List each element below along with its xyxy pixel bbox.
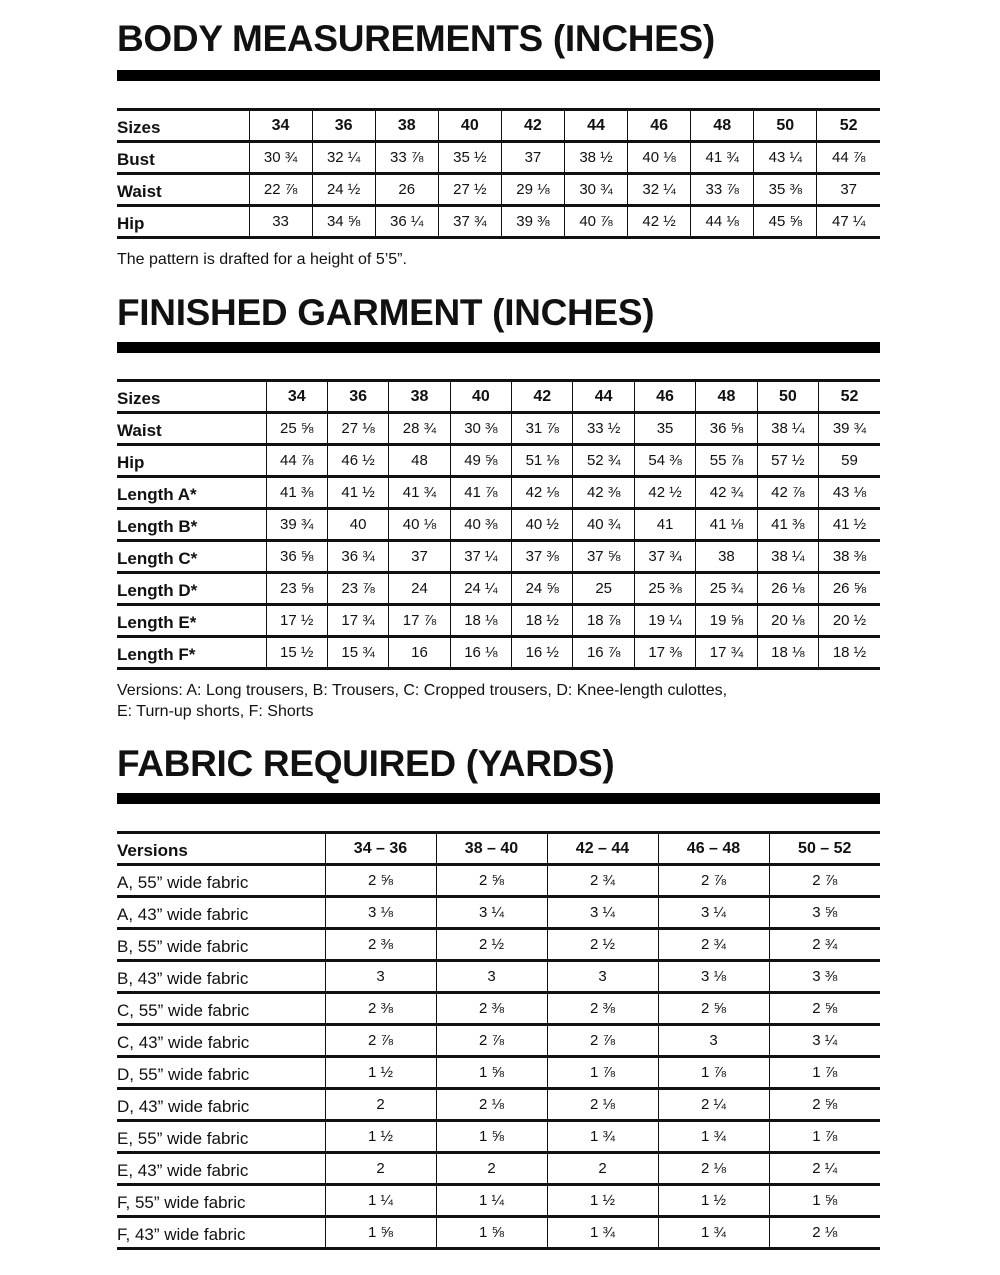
measurement-cell: 25 ¾ <box>696 573 757 605</box>
measurement-cell: 41 ⅜ <box>266 477 327 509</box>
measurement-cell: 1 ¼ <box>436 1185 547 1217</box>
measurement-cell: 1 ¼ <box>325 1185 436 1217</box>
row-label: C, 55” wide fabric <box>117 993 325 1025</box>
measurement-cell: 15 ¾ <box>327 637 388 669</box>
measurement-cell: 2 ½ <box>436 929 547 961</box>
size-column-header: 42 <box>512 381 573 413</box>
measurement-cell: 3 ¼ <box>769 1025 880 1057</box>
title-divider <box>117 342 880 353</box>
measurement-cell: 39 ¾ <box>266 509 327 541</box>
size-column-header: 44 <box>564 110 627 142</box>
measurement-cell: 55 ⅞ <box>696 445 757 477</box>
row-label: Length E* <box>117 605 266 637</box>
measurement-cell: 41 ⅞ <box>450 477 511 509</box>
measurement-cell: 1 ⅝ <box>436 1057 547 1089</box>
row-label: E, 55” wide fabric <box>117 1121 325 1153</box>
table-row <box>117 961 880 993</box>
measurement-cell: 38 <box>696 541 757 573</box>
measurement-cell: 36 ⅝ <box>696 413 757 445</box>
measurement-cell: 1 ½ <box>325 1121 436 1153</box>
table-row <box>117 1089 880 1121</box>
row-label: A, 55” wide fabric <box>117 865 325 897</box>
measurement-cell: 2 ¾ <box>769 929 880 961</box>
measurement-cell: 1 ⅞ <box>769 1121 880 1153</box>
row-label: D, 43” wide fabric <box>117 1089 325 1121</box>
measurement-cell: 2 ⅝ <box>658 993 769 1025</box>
measurement-cell: 35 <box>634 413 695 445</box>
measurement-cell: 18 ⅞ <box>573 605 634 637</box>
fabric-required-title: FABRIC REQUIRED (YARDS) <box>117 743 615 784</box>
table-row <box>117 1185 880 1217</box>
measurement-cell: 32 ¼ <box>312 142 375 174</box>
size-column-header: 38 <box>375 110 438 142</box>
finished-garment-table <box>117 379 880 670</box>
measurement-cell: 25 ⅝ <box>266 413 327 445</box>
measurement-cell: 33 ⅞ <box>375 142 438 174</box>
measurement-cell: 40 ½ <box>512 509 573 541</box>
measurement-cell: 47 ¼ <box>817 206 880 238</box>
table-row <box>117 605 880 637</box>
size-column-header: 38 <box>389 381 450 413</box>
measurement-cell: 1 ½ <box>547 1185 658 1217</box>
measurement-cell: 25 ⅜ <box>634 573 695 605</box>
size-column-header: 50 – 52 <box>769 833 880 865</box>
measurement-cell: 16 ⅛ <box>450 637 511 669</box>
measurement-cell: 43 ⅛ <box>819 477 880 509</box>
measurement-cell: 2 ⅞ <box>658 865 769 897</box>
measurement-cell: 41 ¾ <box>389 477 450 509</box>
row-header-label: Sizes <box>117 381 266 413</box>
measurement-cell: 42 ½ <box>628 206 691 238</box>
measurement-cell: 17 ⅞ <box>389 605 450 637</box>
measurement-cell: 2 ⅛ <box>658 1153 769 1185</box>
measurement-cell: 44 ⅞ <box>266 445 327 477</box>
table-row <box>117 897 880 929</box>
measurement-cell: 38 ¼ <box>757 413 818 445</box>
measurement-cell: 37 <box>501 142 564 174</box>
size-column-header: 48 <box>696 381 757 413</box>
measurement-cell: 20 ⅛ <box>757 605 818 637</box>
measurement-cell: 3 <box>547 961 658 993</box>
measurement-cell: 30 ¾ <box>564 174 627 206</box>
measurement-cell: 37 ¾ <box>438 206 501 238</box>
measurement-cell: 2 <box>547 1153 658 1185</box>
versions-note-line-2: E: Turn-up shorts, F: Shorts <box>117 703 314 720</box>
measurement-cell: 38 ¼ <box>757 541 818 573</box>
measurement-cell: 41 <box>634 509 695 541</box>
table-row <box>117 929 880 961</box>
measurement-cell: 15 ½ <box>266 637 327 669</box>
measurement-cell: 27 ⅛ <box>327 413 388 445</box>
measurement-cell: 1 ⅝ <box>436 1121 547 1153</box>
measurement-cell: 38 ⅜ <box>819 541 880 573</box>
size-column-header: 38 – 40 <box>436 833 547 865</box>
measurement-cell: 2 ¾ <box>658 929 769 961</box>
measurement-cell: 3 <box>325 961 436 993</box>
measurement-cell: 35 ½ <box>438 142 501 174</box>
measurement-cell: 25 <box>573 573 634 605</box>
measurement-cell: 37 ⅜ <box>512 541 573 573</box>
measurement-cell: 23 ⅞ <box>327 573 388 605</box>
measurement-cell: 2 ⅜ <box>325 993 436 1025</box>
measurement-cell: 33 ⅞ <box>691 174 754 206</box>
row-label: Length F* <box>117 637 266 669</box>
header-row <box>117 381 880 413</box>
measurement-cell: 17 ¾ <box>327 605 388 637</box>
measurement-cell: 43 ¼ <box>754 142 817 174</box>
measurement-cell: 30 ¾ <box>249 142 312 174</box>
measurement-cell: 2 ⅛ <box>769 1217 880 1249</box>
measurement-cell: 2 ⅞ <box>325 1025 436 1057</box>
measurement-cell: 1 ⅝ <box>769 1185 880 1217</box>
size-column-header: 46 <box>628 110 691 142</box>
measurement-cell: 39 ¾ <box>819 413 880 445</box>
measurement-cell: 2 ⅜ <box>436 993 547 1025</box>
size-column-header: 46 – 48 <box>658 833 769 865</box>
size-column-header: 50 <box>757 381 818 413</box>
measurement-cell: 2 <box>436 1153 547 1185</box>
measurement-cell: 38 ½ <box>564 142 627 174</box>
measurement-cell: 40 <box>327 509 388 541</box>
table-row <box>117 1025 880 1057</box>
measurement-cell: 42 ⅞ <box>757 477 818 509</box>
measurement-cell: 1 ⅞ <box>658 1057 769 1089</box>
measurement-cell: 48 <box>389 445 450 477</box>
fabric-required-table <box>117 831 880 1250</box>
measurement-cell: 20 ½ <box>819 605 880 637</box>
measurement-cell: 1 ½ <box>658 1185 769 1217</box>
measurement-cell: 36 ¾ <box>327 541 388 573</box>
size-column-header: 42 – 44 <box>547 833 658 865</box>
measurement-cell: 28 ¾ <box>389 413 450 445</box>
measurement-cell: 16 ⅞ <box>573 637 634 669</box>
measurement-cell: 2 ¼ <box>658 1089 769 1121</box>
measurement-cell: 39 ⅜ <box>501 206 564 238</box>
measurement-cell: 2 ⅞ <box>547 1025 658 1057</box>
header-row <box>117 833 880 865</box>
size-column-header: 36 <box>312 110 375 142</box>
row-label: B, 43” wide fabric <box>117 961 325 993</box>
measurement-cell: 2 ⅝ <box>769 993 880 1025</box>
measurement-cell: 40 ⅛ <box>628 142 691 174</box>
measurement-cell: 18 ½ <box>819 637 880 669</box>
measurement-cell: 27 ½ <box>438 174 501 206</box>
row-label: E, 43” wide fabric <box>117 1153 325 1185</box>
title-divider <box>117 793 880 804</box>
table-row <box>117 413 880 445</box>
row-label: Length C* <box>117 541 266 573</box>
row-label: Length A* <box>117 477 266 509</box>
size-column-header: 44 <box>573 381 634 413</box>
measurement-cell: 41 ⅜ <box>757 509 818 541</box>
measurement-cell: 17 ¾ <box>696 637 757 669</box>
measurement-cell: 59 <box>819 445 880 477</box>
measurement-cell: 19 ¼ <box>634 605 695 637</box>
measurement-cell: 3 ¼ <box>436 897 547 929</box>
size-column-header: 34 <box>249 110 312 142</box>
measurement-cell: 40 ⅜ <box>450 509 511 541</box>
table-row <box>117 445 880 477</box>
measurement-cell: 24 ¼ <box>450 573 511 605</box>
size-column-header: 46 <box>634 381 695 413</box>
row-label: A, 43” wide fabric <box>117 897 325 929</box>
measurement-cell: 1 ¾ <box>658 1121 769 1153</box>
height-note: The pattern is drafted for a height of 5’5”. <box>117 251 407 268</box>
measurement-cell: 1 ¾ <box>547 1121 658 1153</box>
measurement-cell: 51 ⅛ <box>512 445 573 477</box>
size-column-header: 34 – 36 <box>325 833 436 865</box>
row-label: Waist <box>117 174 249 206</box>
size-column-header: 42 <box>501 110 564 142</box>
table-row <box>117 1217 880 1249</box>
measurement-cell: 24 ⅝ <box>512 573 573 605</box>
measurement-cell: 2 ¾ <box>547 865 658 897</box>
size-column-header: 52 <box>819 381 880 413</box>
table-row <box>117 206 880 238</box>
measurement-cell: 22 ⅞ <box>249 174 312 206</box>
measurement-cell: 32 ¼ <box>628 174 691 206</box>
body-measurements-table <box>117 108 880 239</box>
table-row <box>117 1153 880 1185</box>
measurement-cell: 46 ½ <box>327 445 388 477</box>
measurement-cell: 2 ⅛ <box>547 1089 658 1121</box>
measurement-cell: 31 ⅞ <box>512 413 573 445</box>
table-row <box>117 865 880 897</box>
measurement-cell: 18 ⅛ <box>450 605 511 637</box>
body-measurements-title: BODY MEASUREMENTS (INCHES) <box>117 18 715 59</box>
measurement-cell: 3 <box>436 961 547 993</box>
table-row <box>117 1121 880 1153</box>
measurement-cell: 1 ⅞ <box>547 1057 658 1089</box>
measurement-cell: 2 ⅞ <box>436 1025 547 1057</box>
measurement-cell: 2 <box>325 1089 436 1121</box>
measurement-cell: 30 ⅜ <box>450 413 511 445</box>
measurement-cell: 34 ⅝ <box>312 206 375 238</box>
measurement-cell: 37 ¾ <box>634 541 695 573</box>
table-row <box>117 142 880 174</box>
row-label: Hip <box>117 445 266 477</box>
row-label: Waist <box>117 413 266 445</box>
measurement-cell: 1 ½ <box>325 1057 436 1089</box>
measurement-cell: 37 ¼ <box>450 541 511 573</box>
size-column-header: 52 <box>817 110 880 142</box>
measurement-cell: 18 ½ <box>512 605 573 637</box>
measurement-cell: 37 <box>389 541 450 573</box>
measurement-cell: 2 ⅝ <box>436 865 547 897</box>
measurement-cell: 1 ¾ <box>658 1217 769 1249</box>
measurement-cell: 2 <box>325 1153 436 1185</box>
table-row <box>117 477 880 509</box>
row-label: C, 43” wide fabric <box>117 1025 325 1057</box>
measurement-cell: 1 ⅞ <box>769 1057 880 1089</box>
measurement-cell: 3 ⅜ <box>769 961 880 993</box>
measurement-cell: 36 ¼ <box>375 206 438 238</box>
measurement-cell: 52 ¾ <box>573 445 634 477</box>
measurement-cell: 29 ⅛ <box>501 174 564 206</box>
measurement-cell: 2 ⅜ <box>547 993 658 1025</box>
table-row <box>117 993 880 1025</box>
title-divider <box>117 70 880 81</box>
measurement-cell: 44 ⅞ <box>817 142 880 174</box>
measurement-cell: 2 ⅝ <box>325 865 436 897</box>
body-measurements-section <box>117 18 880 268</box>
measurement-cell: 37 ⅝ <box>573 541 634 573</box>
measurement-cell: 23 ⅝ <box>266 573 327 605</box>
size-column-header: 40 <box>438 110 501 142</box>
measurement-cell: 3 ¼ <box>547 897 658 929</box>
measurement-cell: 45 ⅝ <box>754 206 817 238</box>
measurement-cell: 42 ½ <box>634 477 695 509</box>
measurement-cell: 16 ½ <box>512 637 573 669</box>
measurement-cell: 40 ⅞ <box>564 206 627 238</box>
measurement-cell: 42 ¾ <box>696 477 757 509</box>
row-label: D, 55” wide fabric <box>117 1057 325 1089</box>
measurement-cell: 2 ⅝ <box>769 1089 880 1121</box>
measurement-cell: 41 ½ <box>819 509 880 541</box>
measurement-cell: 26 <box>375 174 438 206</box>
size-column-header: 36 <box>327 381 388 413</box>
size-column-header: 50 <box>754 110 817 142</box>
row-label: B, 55” wide fabric <box>117 929 325 961</box>
measurement-cell: 26 ⅛ <box>757 573 818 605</box>
measurement-cell: 17 ½ <box>266 605 327 637</box>
finished-garment-title: FINISHED GARMENT (INCHES) <box>117 292 655 333</box>
measurement-cell: 3 <box>658 1025 769 1057</box>
measurement-cell: 49 ⅝ <box>450 445 511 477</box>
measurement-cell: 41 ⅛ <box>696 509 757 541</box>
measurement-cell: 3 ⅛ <box>658 961 769 993</box>
row-label: Bust <box>117 142 249 174</box>
measurement-cell: 1 ⅝ <box>325 1217 436 1249</box>
measurement-cell: 40 ¾ <box>573 509 634 541</box>
row-label: Length D* <box>117 573 266 605</box>
measurement-cell: 2 ⅜ <box>325 929 436 961</box>
measurement-cell: 2 ½ <box>547 929 658 961</box>
measurement-cell: 2 ⅛ <box>436 1089 547 1121</box>
measurement-cell: 26 ⅝ <box>819 573 880 605</box>
measurement-cell: 42 ⅜ <box>573 477 634 509</box>
measurement-cell: 44 ⅛ <box>691 206 754 238</box>
table-row <box>117 509 880 541</box>
table-row <box>117 637 880 669</box>
measurement-cell: 40 ⅛ <box>389 509 450 541</box>
measurement-cell: 33 <box>249 206 312 238</box>
size-column-header: 40 <box>450 381 511 413</box>
row-label: F, 55” wide fabric <box>117 1185 325 1217</box>
fabric-required-section <box>117 743 880 1244</box>
measurement-cell: 24 ½ <box>312 174 375 206</box>
measurement-cell: 2 ¼ <box>769 1153 880 1185</box>
row-header-label: Versions <box>117 833 325 865</box>
measurement-cell: 3 ⅝ <box>769 897 880 929</box>
measurement-cell: 1 ⅝ <box>436 1217 547 1249</box>
measurement-cell: 36 ⅝ <box>266 541 327 573</box>
measurement-cell: 1 ¾ <box>547 1217 658 1249</box>
measurement-cell: 3 ¼ <box>658 897 769 929</box>
measurement-cell: 41 ½ <box>327 477 388 509</box>
row-header-label: Sizes <box>117 110 249 142</box>
measurement-cell: 17 ⅜ <box>634 637 695 669</box>
measurement-cell: 2 ⅞ <box>769 865 880 897</box>
row-label: Hip <box>117 206 249 238</box>
measurement-cell: 57 ½ <box>757 445 818 477</box>
size-column-header: 34 <box>266 381 327 413</box>
size-column-header: 48 <box>691 110 754 142</box>
table-row <box>117 174 880 206</box>
measurement-cell: 41 ¾ <box>691 142 754 174</box>
measurement-cell: 37 <box>817 174 880 206</box>
table-row <box>117 1057 880 1089</box>
measurement-cell: 18 ⅛ <box>757 637 818 669</box>
measurement-cell: 16 <box>389 637 450 669</box>
measurement-cell: 3 ⅛ <box>325 897 436 929</box>
measurement-cell: 19 ⅝ <box>696 605 757 637</box>
measurement-cell: 54 ⅜ <box>634 445 695 477</box>
table-row <box>117 573 880 605</box>
measurement-cell: 33 ½ <box>573 413 634 445</box>
measurement-cell: 35 ⅜ <box>754 174 817 206</box>
finished-garment-section <box>117 292 880 720</box>
measurement-cell: 24 <box>389 573 450 605</box>
versions-note-line-1: Versions: A: Long trousers, B: Trousers, C: Cropped trousers, D: Knee-length culottes, <box>117 682 728 699</box>
measurement-cell: 42 ⅛ <box>512 477 573 509</box>
row-label: Length B* <box>117 509 266 541</box>
table-row <box>117 541 880 573</box>
row-label: F, 43” wide fabric <box>117 1217 325 1249</box>
header-row <box>117 110 880 142</box>
